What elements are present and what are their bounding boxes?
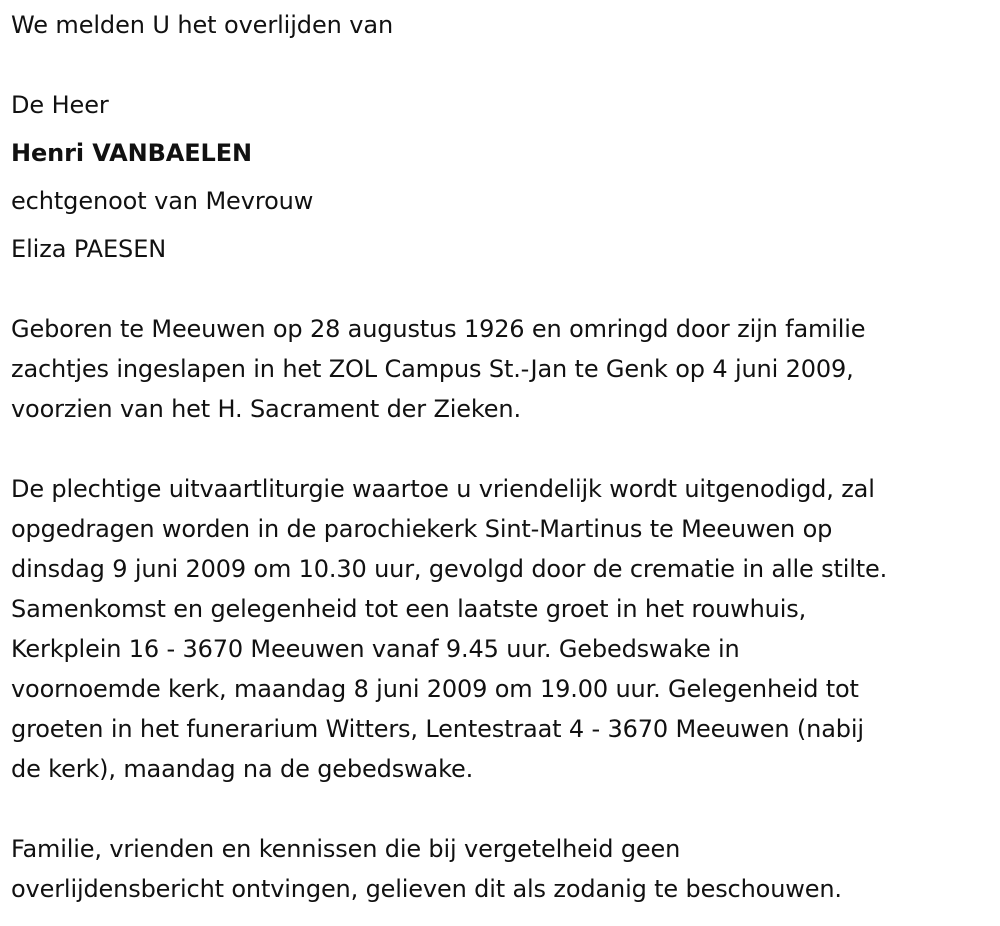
paragraph-line: dinsdag 9 juni 2009 om 10.30 uur, gevolgd door de crematie in alle stilte.	[11, 555, 888, 583]
paragraph-line: voorzien van het H. Sacrament der Zieken.	[11, 395, 521, 423]
paragraph-line: de kerk), maandag na de gebedswake.	[11, 755, 474, 783]
paragraph-line: voornoemde kerk, maandag 8 juni 2009 om 19.00 uur. Gelegenheid tot	[11, 675, 859, 703]
intro-text: We melden U het overlijden van	[11, 11, 394, 39]
closing-paragraph	[11, 829, 996, 909]
birth-death-paragraph	[11, 309, 996, 429]
spouse-label: echtgenoot van Mevrouw	[11, 187, 314, 215]
paragraph-line: Geboren te Meeuwen op 28 augustus 1926 en omringd door zijn familie	[11, 315, 866, 343]
paragraph-line: groeten in het funerarium Witters, Lentestraat 4 - 3670 Meeuwen (nabij	[11, 715, 864, 743]
paragraph-line: zachtjes ingeslapen in het ZOL Campus St.-Jan te Genk op 4 juni 2009,	[11, 355, 854, 383]
paragraph-line: overlijdensbericht ontvingen, gelieven dit als zodanig te beschouwen.	[11, 875, 842, 903]
deceased-name: Henri VANBAELEN	[11, 139, 253, 167]
paragraph-line: opgedragen worden in de parochiekerk Sint-Martinus te Meeuwen op	[11, 515, 833, 543]
paragraph-line: Samenkomst en gelegenheid tot een laatste groet in het rouwhuis,	[11, 595, 807, 623]
spouse-name: Eliza PAESEN	[11, 235, 167, 263]
paragraph-line: Kerkplein 16 - 3670 Meeuwen vanaf 9.45 uur. Gebedswake in	[11, 635, 740, 663]
paragraph-line: De plechtige uitvaartliturgie waartoe u vriendelijk wordt uitgenodigd, zal	[11, 475, 875, 503]
paragraph-line: Familie, vrienden en kennissen die bij vergetelheid geen	[11, 835, 681, 863]
funeral-paragraph	[11, 469, 996, 789]
honorific: De Heer	[11, 91, 109, 119]
